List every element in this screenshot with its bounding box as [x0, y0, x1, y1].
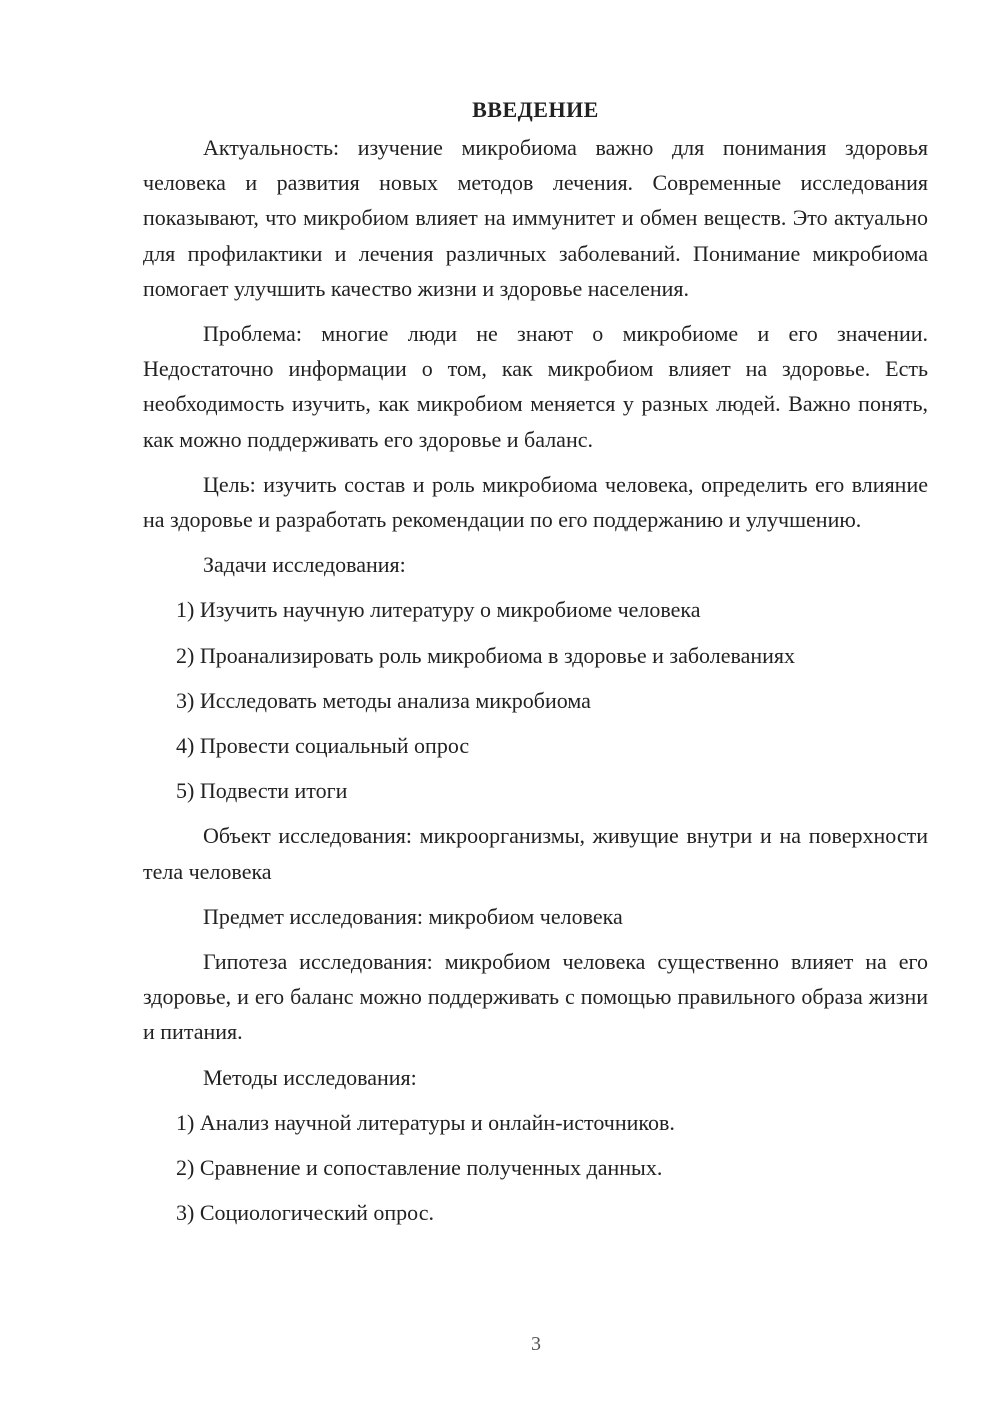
task-item: 5) Подвести итоги: [176, 778, 348, 804]
hypothesis-paragraph: Гипотеза исследования: микробиом человека существенно влияет на его здоровье, и его баланс можно поддерживать с помощью правильного образа жизни и питания.: [143, 949, 928, 1045]
tasks-heading: Задачи исследования:: [203, 552, 406, 578]
methods-list: [143, 1105, 928, 1231]
object-paragraph: Объект исследования: микроорганизмы, живущие внутри и на поверхности тела человека: [143, 823, 928, 884]
methods-heading: Методы исследования:: [203, 1064, 417, 1090]
task-item: 3) Исследовать методы анализа микробиома: [176, 687, 591, 713]
task-item: 1) Изучить научную литературу о микробиоме человека: [176, 597, 701, 623]
task-item: 2) Проанализировать роль микробиома в здоровье и заболеваниях: [176, 642, 796, 668]
task-item: 4) Провести социальный опрос: [176, 733, 470, 759]
page-number: 3: [531, 1333, 541, 1355]
method-item: 2) Сравнение и сопоставление полученных данных.: [176, 1155, 663, 1181]
goal-paragraph: Цель: изучить состав и роль микробиома человека, определить его влияние на здоровье и разработать рекомендации по его поддержанию и улучшению.: [143, 471, 928, 533]
relevance-paragraph: Актуальность: изучение микробиома важно для понимания здоровья человека и развития новых методов лечения. Современные исследования показывают, что микробиом влияет на иммунитет и обмен веществ. Это актуально для профилактики и лечения различных заболеваний. Понимание микробиома помогает улучшить качество жизни и здоровье населения.: [143, 135, 928, 301]
page-title: ВВЕДЕНИЕ: [472, 97, 599, 122]
problem-paragraph: Проблема: многие люди не знают о микробиоме и его значении. Недостаточно информации о том, как микробиом влияет на здоровье. Есть необходимость изучить, как микробиом меняется у разных людей. Важно понять, как можно поддерживать его здоровье и баланс.: [143, 321, 928, 452]
tasks-list: [143, 592, 928, 808]
document-page: [143, 94, 928, 1240]
subject-paragraph: Предмет исследования: микробиом человека: [203, 903, 623, 929]
method-item: 3) Социологический опрос.: [176, 1200, 434, 1226]
method-item: 1) Анализ научной литературы и онлайн-источников.: [176, 1109, 675, 1135]
